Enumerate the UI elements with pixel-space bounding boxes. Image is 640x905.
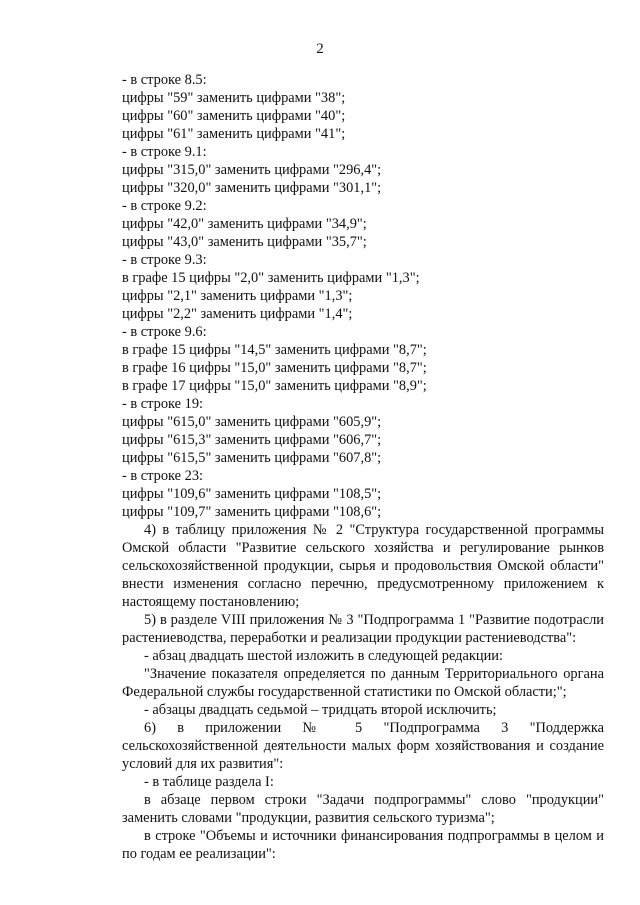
amendment-line: цифры "615,3" заменить цифрами "606,7";	[122, 432, 382, 448]
paragraph	[122, 521, 604, 611]
amendment-line: - в строке 19:	[122, 396, 204, 412]
paragraph	[122, 665, 604, 701]
amendment-line: - в строке 9.2:	[122, 198, 207, 214]
paragraph	[122, 791, 604, 827]
paragraph-continuation: Федеральной службы государственной статистики по Омской области;";	[122, 684, 567, 700]
amendment-line: цифры "60" заменить цифрами "40";	[122, 108, 346, 124]
paragraph-first-line: - абзац двадцать шестой изложить в следующей редакции:	[144, 648, 503, 664]
amendment-line: цифры "2,1" заменить цифрами "1,3";	[122, 288, 353, 304]
paragraph-first-line: - в таблице раздела I:	[144, 774, 274, 790]
paragraph	[122, 701, 604, 719]
amendment-line: цифры "61" заменить цифрами "41";	[122, 126, 346, 142]
paragraph	[122, 827, 604, 863]
paragraph	[122, 611, 604, 647]
amendment-line: цифры "320,0" заменить цифрами "301,1";	[122, 180, 382, 196]
amendment-line: в графе 15 цифры "14,5" заменить цифрами "8,7";	[122, 342, 427, 358]
paragraph-first-line: 6) в приложении № 5 "Подпрограмма 3 "Поддержка	[144, 720, 604, 736]
amendment-line: - в строке 9.3:	[122, 252, 207, 268]
amendment-line: - в строке 9.1:	[122, 144, 207, 160]
amendment-list	[122, 71, 602, 521]
paragraph-continuation: Омской области "Развитие сельского хозяйства и регулирование рынков сельскохозяйственной продукции, сырья и продовольствия Омской области" внести изменения согласно перечню, предусмотренному приложением к настоящему постановлению;	[122, 540, 604, 610]
amendment-line: цифры "109,7" заменить цифрами "108,6";	[122, 504, 382, 520]
amendment-line: - в строке 23:	[122, 468, 204, 484]
paragraph-first-line: в абзаце первом строки "Задачи подпрограммы" слово "продукции"	[144, 792, 604, 808]
paragraph-first-line: "Значение показателя определяется по данным Территориального органа	[144, 666, 604, 682]
paragraph-first-line: 5) в разделе VIII приложения № 3 "Подпрограмма 1 "Развитие подотрасли	[144, 612, 604, 628]
paragraph-first-line: в строке "Объемы и источники финансирования подпрограммы в целом и	[144, 828, 604, 844]
paragraph	[122, 773, 604, 791]
amendment-line: цифры "615,5" заменить цифрами "607,8";	[122, 450, 382, 466]
paragraph-continuation: сельскохозяйственной деятельности малых форм хозяйствования и создание условий для их развития":	[122, 738, 604, 772]
paragraph-continuation: растениеводства, переработки и реализации продукции растениеводства":	[122, 630, 577, 646]
paragraph-first-line: 4) в таблицу приложения № 2 "Структура государственной программы	[144, 522, 604, 538]
paragraph-first-line: - абзацы двадцать седьмой – тридцать второй исключить;	[144, 702, 497, 718]
paragraph-continuation: заменить словами "продукции, развития сельского туризма";	[122, 810, 495, 826]
amendment-line: цифры "2,2" заменить цифрами "1,4";	[122, 306, 353, 322]
amendment-line: цифры "615,0" заменить цифрами "605,9";	[122, 414, 382, 430]
amendment-line: цифры "43,0" заменить цифрами "35,7";	[122, 234, 367, 250]
amendment-line: цифры "109,6" заменить цифрами "108,5";	[122, 486, 382, 502]
page-number: 2	[316, 41, 324, 57]
amendment-line: цифры "59" заменить цифрами "38";	[122, 90, 346, 106]
paragraph	[122, 719, 604, 773]
amendment-line: - в строке 9.6:	[122, 324, 207, 340]
amendment-line: цифры "42,0" заменить цифрами "34,9";	[122, 216, 367, 232]
amendment-line: цифры "315,0" заменить цифрами "296,4";	[122, 162, 382, 178]
paragraph	[122, 647, 604, 665]
paragraphs	[122, 521, 604, 863]
amendment-line: в графе 16 цифры "15,0" заменить цифрами "8,7";	[122, 360, 427, 376]
amendment-line: в графе 17 цифры "15,0" заменить цифрами "8,9";	[122, 378, 427, 394]
amendment-line: в графе 15 цифры "2,0" заменить цифрами "1,3";	[122, 270, 420, 286]
amendment-line: - в строке 8.5:	[122, 72, 207, 88]
paragraph-continuation: по годам ее реализации":	[122, 846, 276, 862]
